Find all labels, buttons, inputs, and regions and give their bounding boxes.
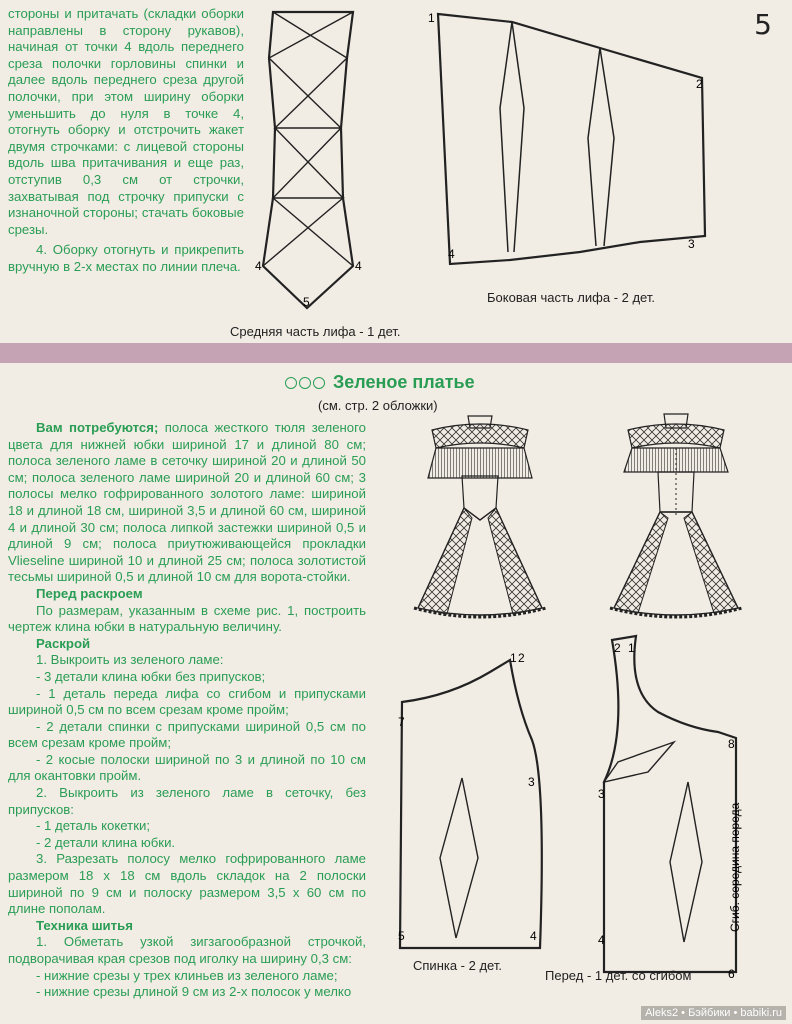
list-item: - 2 косые полоски шириной по 3 и длиной по 10 см для окантовки пройм. (8, 751, 366, 784)
point-label: 4 (255, 259, 262, 273)
list-item: - 3 детали клина юбки без припусков; (36, 668, 266, 684)
point-label: 4 (448, 247, 455, 261)
point-label: 1 (428, 11, 435, 25)
point-label: 4 (598, 933, 605, 947)
middle-bodice-pattern (255, 8, 375, 338)
instructions-text (8, 420, 366, 1001)
list-item: - нижние срезы у трех клиньев из зеленого ламе; (36, 967, 338, 983)
heading-cutting: Раскрой (36, 635, 91, 651)
point-label: 1 (628, 641, 635, 655)
point-label: 4 (530, 929, 537, 943)
side-bodice-pattern (420, 8, 720, 278)
side-bodice-caption: Боковая часть лифа - 2 дет. (487, 290, 655, 305)
list-item: 3. Разрезать полосу мелко гофрированного ламе размером 18 х 18 см вдоль складок на 2 полоски шириной по 9 см и полоску размером 3,5 х 60 см по длине пополам. (8, 851, 366, 917)
section-divider-band (0, 343, 792, 363)
point-label: 7 (398, 715, 405, 729)
front-pattern (588, 632, 758, 982)
point-label: 1 (510, 651, 517, 665)
list-item: - 2 детали спинки с припусками шириной 0,5 см по всем срезам кроме пройм; (8, 718, 366, 751)
point-label: 3 (598, 787, 605, 801)
point-label: 3 (688, 237, 695, 251)
back-pattern (390, 648, 560, 958)
back-pattern-caption: Спинка - 2 дет. (413, 958, 502, 973)
point-label: 5 (398, 929, 405, 943)
point-label: 4 (355, 259, 362, 273)
paragraph: стороны и притачать (складки оборки направлены в сторону рукавов), начиная от точки 4 вдоль переднего среза полочки горловины спинки и далее вдоль переднего среза другой полочки, при этом ширину оборки уменьшить до нуля в точке 4, отогнуть оборку и отстрочить жакет двумя строчками: с лицевой стороны вдоль шва притачивания и еще раз, отступив 0,3 см от строчки, захватывая под строчку припуски с изнаночной стороны; стачать боковые срезы. (8, 6, 244, 237)
needs-paragraph (8, 420, 366, 586)
point-label: 3 (528, 775, 535, 789)
list-item: 1. Обметать узкой зигзагообразной строчкой, подворачивая края срезов под иголку на ширину 0,3 см: (8, 934, 366, 966)
needs-lead: Вам потребуются; (36, 420, 159, 435)
front-pattern-caption: Перед - 1 дет. со сгибом (545, 968, 692, 983)
top-left-text-block (8, 6, 244, 280)
watermark: Aleks2 • Бэйбики • babiki.ru (641, 1006, 786, 1020)
fold-label: Сгиб. середина переда (728, 802, 742, 932)
list-item: 1. Выкроить из зеленого ламе: (36, 652, 224, 668)
point-label: 2 (696, 77, 703, 91)
heading-sewing: Техника шитья (36, 917, 133, 933)
list-item: - 1 деталь кокетки; (36, 818, 151, 834)
list-item: - нижние срезы длиной 9 см из 2-х полосок у мелко (36, 984, 352, 1000)
point-label: 6 (728, 967, 735, 981)
needs-body: полоса жесткого тюля зеленого цвета для нижней юбки шириной 17 и длиной 80 см; полоса зеленого ламе в сеточку шириной 20 и длиной 50 см; полоса зеленого ламе шириной 20 и длиной 60 см; 3 полосы мелко гофрированного золотого ламе: шириной 18 и длиной 18 см, шириной 3,5 и длиной 60 см, шириной 4 и длиной 30 см; полоса липкой застежки шириной 0,5 и длиной 9 см; полоса приутюживающейся прокладки Vlieseline шириной 10 и длиной 25 см; полоса золотистой тесьмы шириной 0,5 и длиной 10 см для ворота-стойки. (8, 420, 366, 585)
paragraph: По размерам, указанным в схеме рис. 1, построить чертеж клина юбки в натуральную величину. (8, 602, 366, 635)
page-number: 5 (754, 8, 772, 41)
list-item: - 2 детали клина юбки. (36, 834, 176, 850)
list-item: 2. Выкроить из зеленого ламе в сеточку, без припусков: (8, 785, 366, 817)
list-item: - 1 деталь переда лифа со сгибом и припусками шириной 0,5 см по всем срезам кроме пройм; (8, 685, 366, 718)
paragraph: 4. Оборку отогнуть и прикрепить вручную в 2-х местах по линии плеча. (8, 242, 244, 274)
dress-back-illustration (588, 408, 763, 633)
point-label: 8 (728, 737, 735, 751)
dress-front-illustration (392, 408, 567, 633)
point-label: 5 (303, 295, 310, 309)
decorative-dots-icon (285, 377, 325, 389)
middle-bodice-caption: Средняя часть лифа - 1 дет. (230, 324, 401, 339)
heading-before-cutting: Перед раскроем (36, 585, 143, 601)
point-label: 2 (518, 651, 525, 665)
section-subtitle: (см. стр. 2 обложки) (318, 398, 438, 413)
section-title (285, 372, 475, 393)
section-title-text: Зеленое платье (333, 372, 475, 392)
point-label: 2 (614, 641, 621, 655)
